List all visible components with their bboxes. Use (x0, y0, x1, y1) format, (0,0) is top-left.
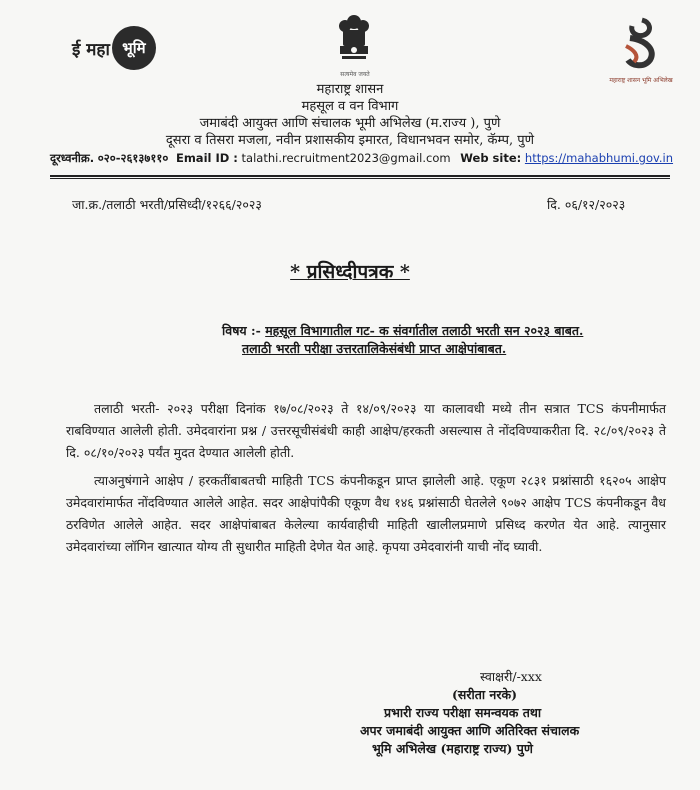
mahabhumi-logo (72, 28, 156, 68)
subject-line-2: तलाठी भरती परीक्षा उत्तरतालिकेसंबंधी प्राप्त आक्षेपांबाबत. (242, 341, 507, 356)
contact-line (50, 151, 673, 166)
phone-number: ०२०-२६१३७११० (97, 151, 169, 165)
signatory-name: (सरीता नरके) (452, 687, 517, 702)
signatory-designation-3: भूमि अभिलेख (महाराष्ट्र राज्य) पुणे (372, 741, 533, 756)
subject-block (222, 322, 583, 358)
email-label: Email ID : (175, 151, 238, 165)
reference-number: जा.क्र./तलाठी भरती/प्रसिध्दी/१२६६/२०२३ (72, 197, 262, 212)
emblem-caption: सत्यमेव जयते (340, 71, 370, 78)
body-paragraph-2: त्याअनुषंगाने आक्षेप / हरकतींबाबतची माहिती TCS कंपनीकडून प्राप्त झालेली आहे. एकूण २८३१ प्रश्नांसाठी १६२०५ आक्षेप उमेदवारांमार्फत नोंदविण्यात आलेले आहेत. सदर आक्षेपांपैकी एकूण वैध १४६ प्रश्नांसाठी घेतलेले ९०७२ आक्षेप TCS कंपनीकडून वैध ठरविणेत आलेले आहेत. सदर आक्षेपांबाबत केलेल्या कार्यवाहीची माहिती खालीलप्रमाणे प्रसिध्द करणेत येत आहे. त्यानुसार उमेदवारांच्या लॉगिन खात्यात योग्य ती सुधारीत माहिती देणेत येत आहे. कृपया उमेदवारांनी याची नोंद घ्यावी. (66, 473, 666, 554)
signature-signed: स्वाक्षरी/-xxx (480, 669, 542, 684)
header-divider (50, 175, 670, 177)
header-divider-thin (50, 178, 670, 179)
subject-line-1: महसूल विभागातील गट- क संवर्गातील तलाठी भरती सन २०२३ बाबत. (265, 323, 584, 338)
logo-prefix-text: ई महा (72, 39, 110, 60)
email-address[interactable]: talathi.recruitment2023@gmail.com (241, 151, 451, 165)
website-link[interactable]: https://mahabhumi.gov.in (524, 151, 674, 165)
logo-right-caption: महाराष्ट्र शासन भूमि अभिलेख (609, 77, 673, 84)
document-date: दि. ०६/१२/२०२३ (547, 197, 626, 212)
header-department: महसूल व वन विभाग (301, 99, 399, 114)
state-emblem-icon (334, 10, 374, 68)
document-title-text: * प्रसिध्दीपत्रक * (290, 261, 410, 283)
phone-label: दूरध्वनीक्र. (50, 151, 95, 165)
header-office: जमाबंदी आयुक्त आणि संचालक भूमी अभिलेख (म.राज्य ), पुणे (199, 116, 501, 131)
signature-block (360, 668, 660, 758)
header-address: दूसरा व तिसरा मजला, नवीन प्रशासकीय इमारत, विधानभवन समोर, कॅम्प, पुणे (165, 133, 535, 148)
signatory-designation-1: प्रभारी राज्य परीक्षा समन्वयक तथा (384, 705, 542, 720)
document-title (0, 258, 700, 284)
website-label: Web site: (460, 151, 522, 165)
body-paragraph-1: तलाठी भरती- २०२३ परीक्षा दिनांक १७/०८/२०२३ ते १४/०९/२०२३ या कालावधी मध्ये तीन सत्रात TCS कंपनीमार्फत राबविण्यात आलेली होती. उमेदवारांना प्रश्न / उत्तरसूचीसंबंधी काही आक्षेप/हरकती असल्यास ते नोंदविण्याकरीता दि. २८/०९/२०२३ ते दि. ०८/१०/२०२३ पर्यंत मुदत देण्यात आलेली होती. (66, 401, 666, 460)
signatory-designation-2: अपर जमाबंदी आयुक्त आणि अतिरिक्त संचालक (360, 723, 580, 738)
subject-label: विषय :- (222, 323, 261, 338)
logo-badge: भूमि (112, 26, 156, 70)
header-govt: महाराष्ट्र शासन (316, 82, 384, 97)
bhumi-abhilekh-logo-icon (612, 16, 670, 74)
